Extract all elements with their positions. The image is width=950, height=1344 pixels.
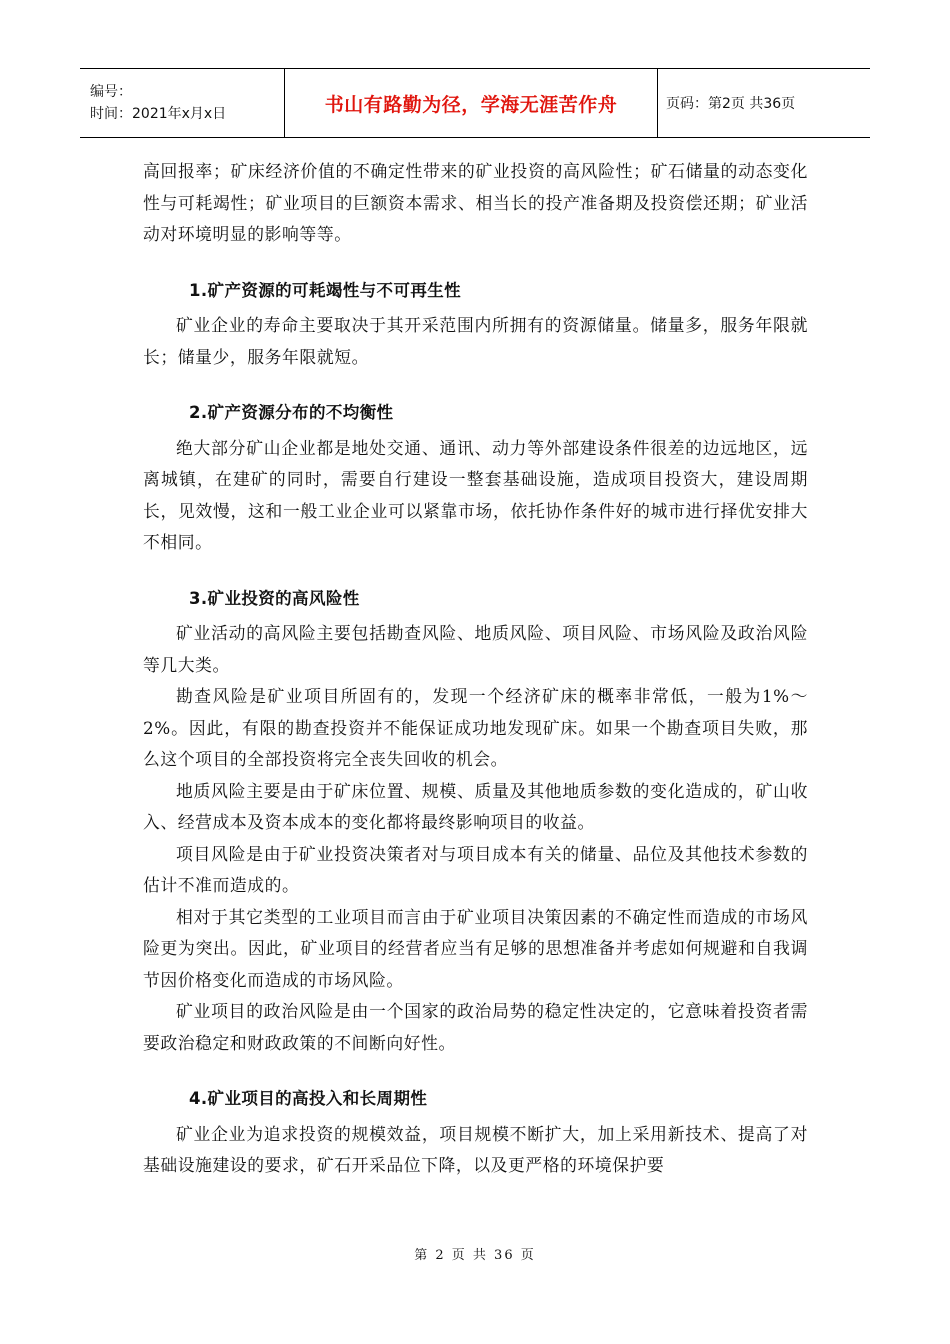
header-motto-cell [284,69,658,137]
document-body [143,156,808,1182]
body-paragraph: 矿业企业的寿命主要取决于其开采范围内所拥有的资源储量。储量多，服务年限就长；储量少，服务年限就短。 [143,315,808,367]
body-paragraph: 矿业项目的政治风险是由一个国家的政治局势的稳定性决定的，它意味着投资者需要政治稳定和财政政策的不间断向好性。 [143,1001,808,1053]
body-paragraph: 勘查风险是矿业项目所固有的，发现一个经济矿床的概率非常低，一般为1%～2%。因此，有限的勘查投资并不能保证成功地发现矿床。如果一个勘查项目失败，那么这个项目的全部投资将完全丧失回收的机会。 [143,686,808,769]
body-paragraph: 地质风险主要是由于矿床位置、规模、质量及其他地质参数的变化造成的，矿山收入、经营成本及资本成本的变化都将最终影响项目的收益。 [143,780,808,832]
document-number: 编号： [90,84,132,100]
body-paragraph: 项目风险是由于矿业投资决策者对与项目成本有关的储量、品位及其他技术参数的估计不准而造成的。 [143,843,808,895]
document-header [80,68,870,138]
section-heading: 2.矿产资源分布的不均衡性 [189,403,394,422]
page-footer: 第 2 页 共 36 页 [414,1248,536,1263]
body-paragraph: 矿业企业为追求投资的规模效益，项目规模不断扩大，加上采用新技术、提高了对基础设施建设的要求，矿石开采品位下降，以及更严格的环境保护要 [143,1123,808,1175]
body-paragraph: 相对于其它类型的工业项目而言由于矿业项目决策因素的不确定性而造成的市场风险更为突出。因此，矿业项目的经营者应当有足够的思想准备并考虑如何规避和自我调节因价格变化而造成的市场风险。 [143,906,808,990]
section-heading: 4.矿业项目的高投入和长周期性 [189,1089,428,1108]
header-page-number: 页码：第2页 共36页 [666,96,796,112]
body-paragraph: 绝大部分矿山企业都是地处交通、通讯、动力等外部建设条件很差的边远地区，远离城镇，在建矿的同时，需要自行建设一整套基础设施，造成项目投资大，建设周期长，见效慢，这和一般工业企业可以紧靠市场，依托协作条件好的城市进行择优安排大不相同。 [143,437,808,552]
header-motto: 书山有路勤为径，学海无涯苦作舟 [324,93,618,116]
document-date: 时间：2021年x月x日 [90,106,227,122]
body-paragraph: 矿业活动的高风险主要包括勘查风险、地质风险、项目风险、市场风险及政治风险等几大类。 [143,623,808,675]
intro-paragraph: 高回报率；矿床经济价值的不确定性带来的矿业投资的高风险性；矿石储量的动态变化性与可耗竭性；矿业项目的巨额资本需求、相当长的投产准备期及投资偿还期；矿业活动对环境明显的影响等等。 [143,161,808,244]
header-meta [80,69,284,137]
header-page-cell [658,69,870,137]
section-heading: 3.矿业投资的高风险性 [189,588,360,608]
section-heading: 1.矿产资源的可耗竭性与不可再生性 [189,280,462,300]
